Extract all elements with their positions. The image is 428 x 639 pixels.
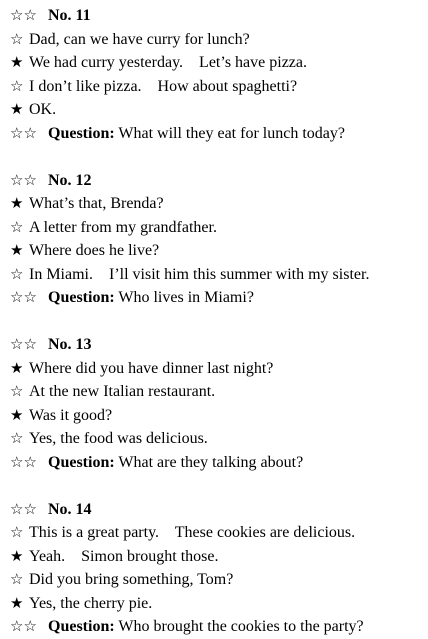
open-star-icon: ☆ xyxy=(10,76,24,95)
dialogue-line xyxy=(10,263,428,287)
dialogue-line xyxy=(10,192,428,216)
dialogue-text: This is a great party. These cookies are delicious. xyxy=(29,524,356,541)
dialogue-text: Yes, the food was delicious. xyxy=(29,430,208,447)
filled-star-icon: ★ xyxy=(10,593,24,612)
filled-star-icon: ★ xyxy=(10,358,24,377)
double-open-star-icon: ☆☆ xyxy=(10,335,37,353)
open-star-icon: ☆ xyxy=(10,570,24,588)
open-star-icon: ☆ xyxy=(10,523,24,541)
question-text: Who brought the cookies to the party? xyxy=(114,618,364,635)
filled-star-icon: ★ xyxy=(10,241,24,259)
question-label: Question: xyxy=(48,289,115,306)
question-label: Question: xyxy=(48,618,115,635)
open-star-icon: ☆ xyxy=(10,382,24,400)
dialogue-text: At the new Italian restaurant. xyxy=(29,383,216,400)
item-heading xyxy=(10,333,428,357)
dialogue-text: A letter from my grandfather. xyxy=(29,218,217,236)
item-heading xyxy=(10,4,428,28)
dialogue-line xyxy=(10,380,428,404)
open-star-icon: ☆ xyxy=(10,429,24,447)
item-number: No. 11 xyxy=(48,7,91,24)
item-heading xyxy=(10,498,428,522)
dialogue-line xyxy=(10,568,428,592)
dialogue-text: In Miami. I’ll visit him this summer with my sister. xyxy=(29,265,370,283)
dialogue-line xyxy=(10,51,428,75)
item-number: No. 14 xyxy=(48,500,92,518)
dialogue-text: Yes, the cherry pie. xyxy=(29,594,153,612)
dialogue-text: OK. xyxy=(29,101,57,118)
double-open-star-icon: ☆☆ xyxy=(10,123,37,142)
open-star-icon: ☆ xyxy=(10,264,24,283)
open-star-icon: ☆ xyxy=(10,29,24,48)
dialogue-line xyxy=(10,592,428,616)
dialogue-line xyxy=(10,521,428,545)
double-open-star-icon: ☆☆ xyxy=(10,288,37,306)
question-line xyxy=(10,122,428,146)
dialogue-text: Dad, can we have curry for lunch? xyxy=(29,30,250,48)
dialogue-text: Where did you have dinner last night? xyxy=(29,359,274,377)
question-line xyxy=(10,286,428,310)
question-text: Who lives in Miami? xyxy=(114,289,254,306)
item-no-11 xyxy=(10,4,428,145)
dialogue-text: Where does he live? xyxy=(29,242,160,259)
dialogue-text: What’s that, Brenda? xyxy=(29,195,164,212)
dialogue-line xyxy=(10,357,428,381)
dialogue-line xyxy=(10,427,428,451)
dialogue-text: I don’t like pizza. How about spaghetti? xyxy=(29,77,298,95)
filled-star-icon: ★ xyxy=(10,405,24,424)
question-label: Question: xyxy=(48,124,115,142)
double-open-star-icon: ☆☆ xyxy=(10,6,37,24)
dialogue-line xyxy=(10,98,428,122)
open-star-icon: ☆ xyxy=(10,217,24,236)
question-text: What will they eat for lunch today? xyxy=(114,124,345,142)
dialogue-text: We had curry yesterday. Let’s have pizza. xyxy=(29,54,307,71)
item-no-12 xyxy=(10,169,428,310)
dialogue-line xyxy=(10,545,428,569)
double-open-star-icon: ☆☆ xyxy=(10,170,37,189)
item-no-14 xyxy=(10,498,428,639)
item-number: No. 12 xyxy=(48,171,92,189)
double-open-star-icon: ☆☆ xyxy=(10,499,37,518)
double-open-star-icon: ☆☆ xyxy=(10,452,37,471)
double-open-star-icon: ☆☆ xyxy=(10,617,37,635)
dialogue-line xyxy=(10,75,428,99)
filled-star-icon: ★ xyxy=(10,100,24,118)
item-number: No. 13 xyxy=(48,336,92,353)
filled-star-icon: ★ xyxy=(10,53,24,71)
question-text: What are they talking about? xyxy=(114,453,304,471)
dialogue-text: Yeah. Simon brought those. xyxy=(29,547,219,565)
filled-star-icon: ★ xyxy=(10,546,24,565)
dialogue-line xyxy=(10,216,428,240)
question-label: Question: xyxy=(48,453,115,471)
dialogue-line xyxy=(10,239,428,263)
dialogue-text: Was it good? xyxy=(29,406,113,424)
item-no-13 xyxy=(10,333,428,474)
dialogue-line xyxy=(10,404,428,428)
item-heading xyxy=(10,169,428,193)
question-line xyxy=(10,451,428,475)
dialogue-text: Did you bring something, Tom? xyxy=(29,571,234,588)
dialogue-line xyxy=(10,28,428,52)
filled-star-icon: ★ xyxy=(10,194,24,212)
